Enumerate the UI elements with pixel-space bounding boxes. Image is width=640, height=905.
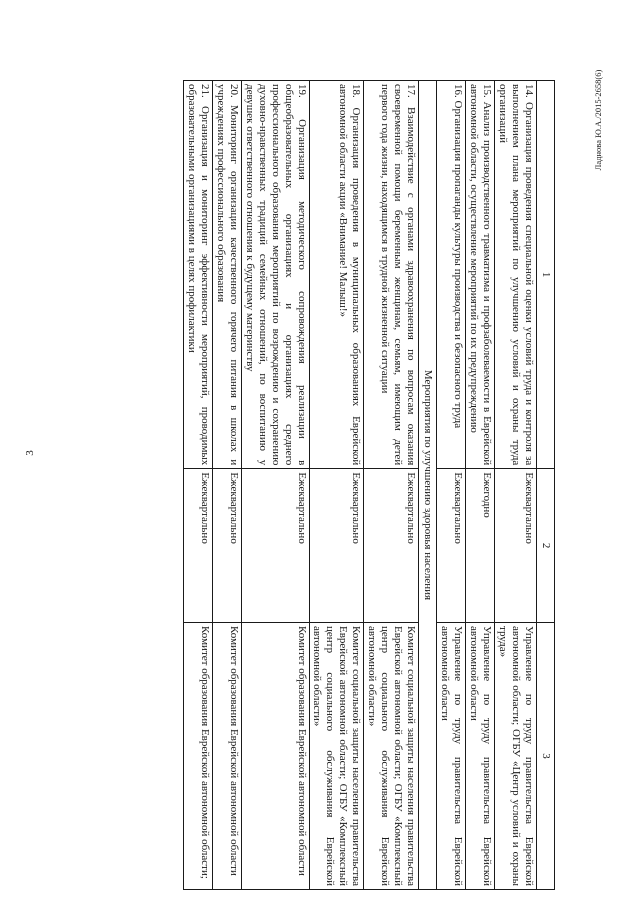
measure-cell: 20. Мониторинг организации качественного горячего питания в школах и учреждениях профессионального образования [212, 81, 241, 469]
measure-cell: 17. Взаимодействие с органами здравоохранения по вопросам оказания своевременной помощи беременным женщинам, семьям, имеющим детей первого года жизни, находящимся в трудной жизненной ситуации [364, 81, 419, 469]
table-body [183, 81, 536, 890]
responsible-cell: Комитет социальной защиты населения правительства Еврейской автономной области; ОГБУ «Комплексный центр социального обслуживания Еврейской автономной области» [309, 623, 364, 890]
deadline-cell: Ежеквартально [309, 469, 364, 623]
measure-cell: 14. Организация проведения специальной оценки условий труда и контроля за выполнением плана мероприятий по улучшению условий и охраны труда организаций [495, 81, 537, 469]
measure-cell: 21. Организация и мониторинг эффективности мероприятий, проводимых образовательными организациями в целях профилактики [183, 81, 212, 469]
deadline-cell: Ежеквартально [212, 469, 241, 623]
page-number: 3 [24, 450, 36, 456]
table-row [212, 81, 241, 890]
measure-cell: 18. Организация проведения в муниципальных образованиях Еврейской автономной области акции «Внимание! Малыш!» [309, 81, 364, 469]
responsible-cell: Комитет образования Еврейской автономной области; [183, 623, 212, 890]
deadline-cell: Ежеквартально [437, 469, 466, 623]
responsible-cell: Комитет социальной защиты населения правительства Еврейской автономной области; ОГБУ «Комплексный центр социального обслуживания Еврейской автономной области» [364, 623, 419, 890]
deadline-cell: Ежеквартально [241, 469, 309, 623]
rotated-page-content [85, 80, 555, 890]
responsible-cell: Управление по труду правительства Еврейской автономной области [466, 623, 495, 890]
column-header: 3 [537, 623, 555, 890]
section-title: Мероприятия по улучшению здоровья населения [419, 81, 437, 890]
responsible-cell: Управление по труду правительства Еврейской автономной области; ОГБУ «Центр условий и охраны труда» [495, 623, 537, 890]
table-row [364, 81, 419, 890]
measures-table [183, 80, 555, 890]
section-row [419, 81, 437, 890]
deadline-cell: Ежеквартально [183, 469, 212, 623]
table-row [495, 81, 537, 890]
measure-cell: 19. Организация методического сопровождения реализации в общеобразовательных организациях и организациях среднего профессионального образования мероприятий по возрождению и сохранению духовно-нравственных традиций семейных отношений, по воспитанию у девушек ответственного отношения к будущему материнству [241, 81, 309, 469]
table-row [309, 81, 364, 890]
deadline-cell: Ежеквартально [364, 469, 419, 623]
column-header: 2 [537, 469, 555, 623]
document-footer: Ладнова Ю.А./2015-2658(6) [593, 69, 603, 171]
responsible-cell: Управление по труду правительства Еврейской автономной области [437, 623, 466, 890]
table-row [437, 81, 466, 890]
column-header: 1 [537, 81, 555, 469]
deadline-cell: Ежегодно [466, 469, 495, 623]
table-row [466, 81, 495, 890]
measure-cell: 15. Анализ производственного травматизма и профзаболеваемости в Еврейской автономной области, осуществление мероприятий по их предупреждению [466, 81, 495, 469]
table-header-row [537, 81, 555, 890]
measure-cell: 16. Организация пропаганды культуры производства и безопасного труда [437, 81, 466, 469]
responsible-cell: Комитет образования Еврейской автономной области [241, 623, 309, 890]
deadline-cell: Ежеквартально [495, 469, 537, 623]
responsible-cell: Комитет образования Еврейской автономной области [212, 623, 241, 890]
table-row [241, 81, 309, 890]
table-row [183, 81, 212, 890]
